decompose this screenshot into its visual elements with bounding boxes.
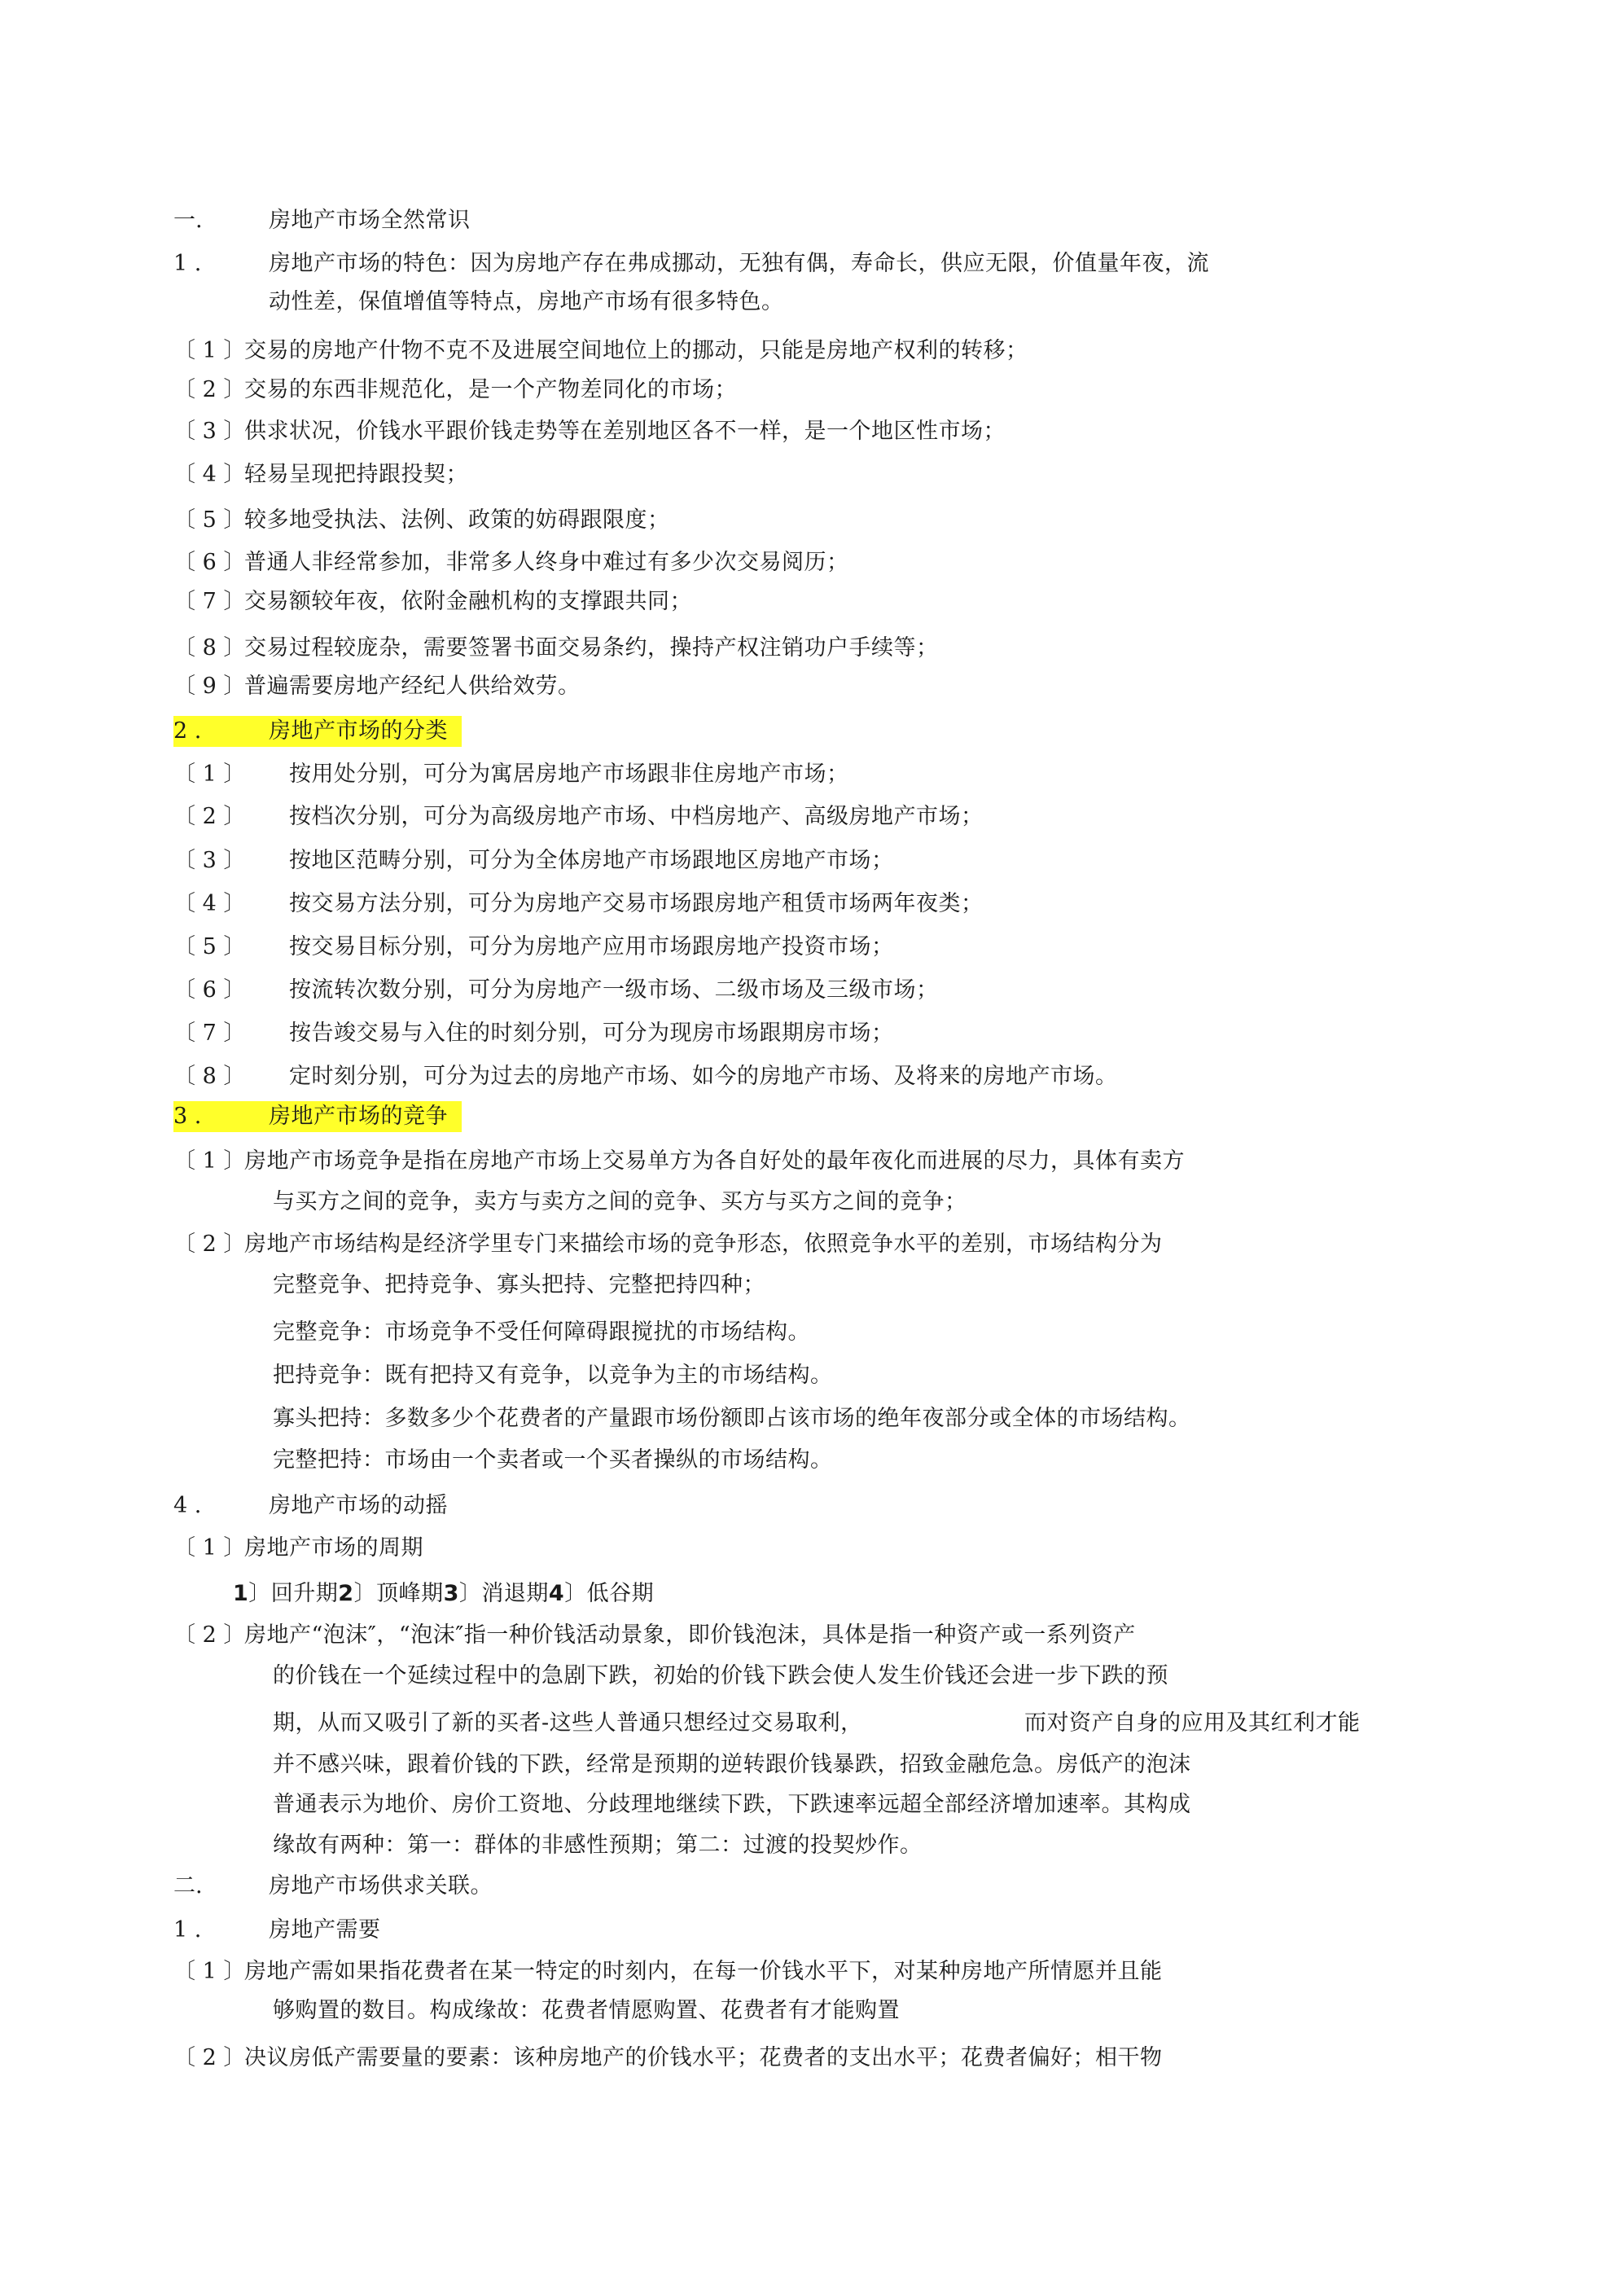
- list-number: 〔 7 〕: [173, 589, 246, 614]
- list-number: 〔 3 〕: [173, 848, 246, 873]
- phase-label: 〕消退期: [458, 1581, 549, 1606]
- section-number: 二.: [173, 1873, 203, 1899]
- paragraph-line: 房地产需如果指花费者在某一特定的时刻内，在每一价钱水平下，对某种房地产所情愿并且能: [244, 1959, 1163, 1984]
- subsection-number: 1 .: [173, 251, 202, 276]
- list-item: 按交易目标分别，可分为房地产应用市场跟房地产投资市场；: [289, 934, 894, 959]
- phase-number: 3: [443, 1581, 459, 1606]
- list-number: 〔 6 〕: [173, 977, 246, 1003]
- paragraph-line: 房地产市场结构是经济学里专门来描绘市场的竞争形态，依照竞争水平的差别，市场结构分为: [244, 1231, 1163, 1257]
- list-item: 按告竣交易与入住的时刻分别，可分为现房市场跟期房市场；: [289, 1021, 894, 1046]
- list-item: 按用处分别，可分为寓居房地产市场跟非住房地产市场；: [289, 762, 849, 787]
- definition-line: 完整竞争：市场竞争不受任何障碍跟搅扰的市场结构。: [273, 1319, 810, 1345]
- list-number: 〔 1 〕: [173, 338, 246, 363]
- paragraph-line: 期，从而又吸引了新的买者-这些人普通只想经过交易取利，: [273, 1710, 863, 1736]
- list-item: 按流转次数分别，可分为房地产一级市场、二级市场及三级市场；: [289, 977, 939, 1003]
- phase-number: 1: [233, 1581, 249, 1606]
- list-item: 交易的东西非规范化，是一个产物差同化的市场；: [244, 377, 737, 402]
- list-item: 供求状况，价钱水平跟价钱走势等在差别地区各不一样，是一个地区性市场；: [244, 419, 1006, 444]
- list-number: 〔 1 〕: [173, 1959, 246, 1984]
- definition-line: 把持竞争：既有把持又有竞争，以竞争为主的市场结构。: [273, 1363, 833, 1388]
- subsection-number: 2 .: [173, 718, 202, 744]
- phase-number: 4: [548, 1581, 565, 1606]
- paragraph-line: 房地产“泡沫″，“泡沫″指一种价钱活动景象，即价钱泡沫，具体是指一种资产或一系列资产: [244, 1622, 1136, 1648]
- list-number: 〔 3 〕: [173, 419, 246, 444]
- list-item: 交易额较年夜，依附金融机构的支撑跟共同；: [244, 589, 692, 614]
- paragraph-line: 够购置的数目。构成缘故：花费者情愿购置、花费者有才能购置: [273, 1998, 900, 2023]
- subsection-number: 4 .: [173, 1493, 202, 1518]
- paragraph-line: 的价钱在一个延续过程中的急剧下跌，初始的价钱下跌会使人发生价钱还会进一步下跌的预: [273, 1663, 1168, 1688]
- list-number: 〔 1 〕: [173, 1148, 246, 1174]
- list-item: 按档次分别，可分为高级房地产市场、中档房地产、高级房地产市场；: [289, 804, 984, 829]
- subsection-title: 房地产市场的竞争: [269, 1104, 448, 1129]
- paragraph-line: 并不感兴味，跟着价钱的下跌，经常是预期的逆转跟价钱暴跌，招致金融危急。房低产的泡沫: [273, 1752, 1191, 1777]
- list-number: 〔 4 〕: [173, 891, 246, 916]
- subsection-title: 房地产市场的分类: [269, 718, 448, 744]
- list-number: 〔 1 〕: [173, 762, 246, 787]
- list-number: 〔 8 〕: [173, 1064, 246, 1089]
- list-item: 按地区范畴分别，可分为全体房地产市场跟地区房地产市场；: [289, 848, 894, 873]
- phase-label: 〕回升期: [248, 1581, 339, 1606]
- definition-line: 寡头把持：多数多少个花费者的产量跟市场份额即占该市场的绝年夜部分或全体的市场结构。: [273, 1406, 1191, 1431]
- list-number: 〔 8 〕: [173, 635, 246, 661]
- paragraph-line: 完整竞争、把持竞争、寡头把持、完整把持四种；: [273, 1272, 765, 1297]
- paragraph-line: 普通表示为地价、房价工资地、分歧理地继续下跌，下跌速率远超全部经济增加速率。其构成: [273, 1792, 1191, 1817]
- list-number: 〔 2 〕: [173, 377, 246, 402]
- list-number: 〔 4 〕: [173, 462, 246, 487]
- section-number: 一.: [173, 208, 203, 233]
- list-number: 〔 6 〕: [173, 550, 246, 575]
- list-item: 交易过程较庞杂，需要签署书面交易条约，操持产权注销功户手续等；: [244, 635, 939, 661]
- list-number: 〔 5 〕: [173, 934, 246, 959]
- list-number: 〔 2 〕: [173, 1231, 246, 1257]
- list-item: 定时刻分别，可分为过去的房地产市场、如今的房地产市场、及将来的房地产市场。: [289, 1064, 1118, 1089]
- paragraph-line: 房地产市场竞争是指在房地产市场上交易单方为各自好处的最年夜化而进展的尽力，具体有卖方: [244, 1148, 1185, 1174]
- list-number: 〔 1 〕: [173, 1535, 246, 1561]
- list-number: 〔 2 〕: [173, 804, 246, 829]
- section-title: 房地产市场供求关联。: [269, 1873, 493, 1899]
- paragraph-line: 缘故有两种：第一：群体的非感性预期；第二：过渡的投契炒作。: [273, 1833, 923, 1858]
- cycle-phases: [233, 1579, 654, 1609]
- paragraph-line: 房地产市场的周期: [244, 1535, 423, 1561]
- subsection-number: 1 .: [173, 1917, 202, 1943]
- phase-label: 〕顶峰期: [353, 1581, 444, 1606]
- paragraph-line: 与买方之间的竞争，卖方与卖方之间的竞争、买方与买方之间的竞争；: [273, 1189, 967, 1214]
- list-number: 〔 7 〕: [173, 1021, 246, 1046]
- list-number: 〔 5 〕: [173, 507, 246, 533]
- subsection-title: 房地产市场的动摇: [269, 1493, 448, 1518]
- paragraph-line: 而对资产自身的应用及其红利才能: [1024, 1710, 1361, 1736]
- list-number: 〔 9 〕: [173, 674, 246, 699]
- paragraph-line: 房地产市场的特色：因为房地产存在弗成挪动，无独有偶，寿命长，供应无限，价值量年夜，流: [269, 251, 1209, 276]
- list-item: 较多地受执法、法例、政策的妨碍跟限度；: [244, 507, 670, 533]
- subsection-title: 房地产需要: [269, 1917, 381, 1943]
- definition-line: 完整把持：市场由一个卖者或一个买者操纵的市场结构。: [273, 1447, 833, 1473]
- list-item: 按交易方法分别，可分为房地产交易市场跟房地产租赁市场两年夜类；: [289, 891, 984, 916]
- list-item: 普遍需要房地产经纪人供给效劳。: [244, 674, 581, 699]
- list-item: 交易的房地产什物不克不及进展空间地位上的挪动，只能是房地产权利的转移；: [244, 338, 1028, 363]
- list-item: 普通人非经常参加，非常多人终身中难过有多少次交易阅历；: [244, 550, 849, 575]
- phase-label: 〕低谷期: [564, 1581, 655, 1606]
- section-title: 房地产市场全然常识: [269, 208, 471, 233]
- list-number: 〔 2 〕: [173, 1622, 246, 1648]
- list-item: 轻易呈现把持跟投契；: [244, 462, 468, 487]
- list-number: 〔 2 〕: [173, 2045, 246, 2070]
- phase-number: 2: [338, 1581, 354, 1606]
- paragraph-line: 动性差，保值增值等特点，房地产市场有很多特色。: [269, 289, 784, 314]
- subsection-number: 3 .: [173, 1104, 202, 1129]
- paragraph-line: 决议房低产需要量的要素：该种房地产的价钱水平；花费者的支出水平；花费者偏好；相干物: [244, 2045, 1163, 2070]
